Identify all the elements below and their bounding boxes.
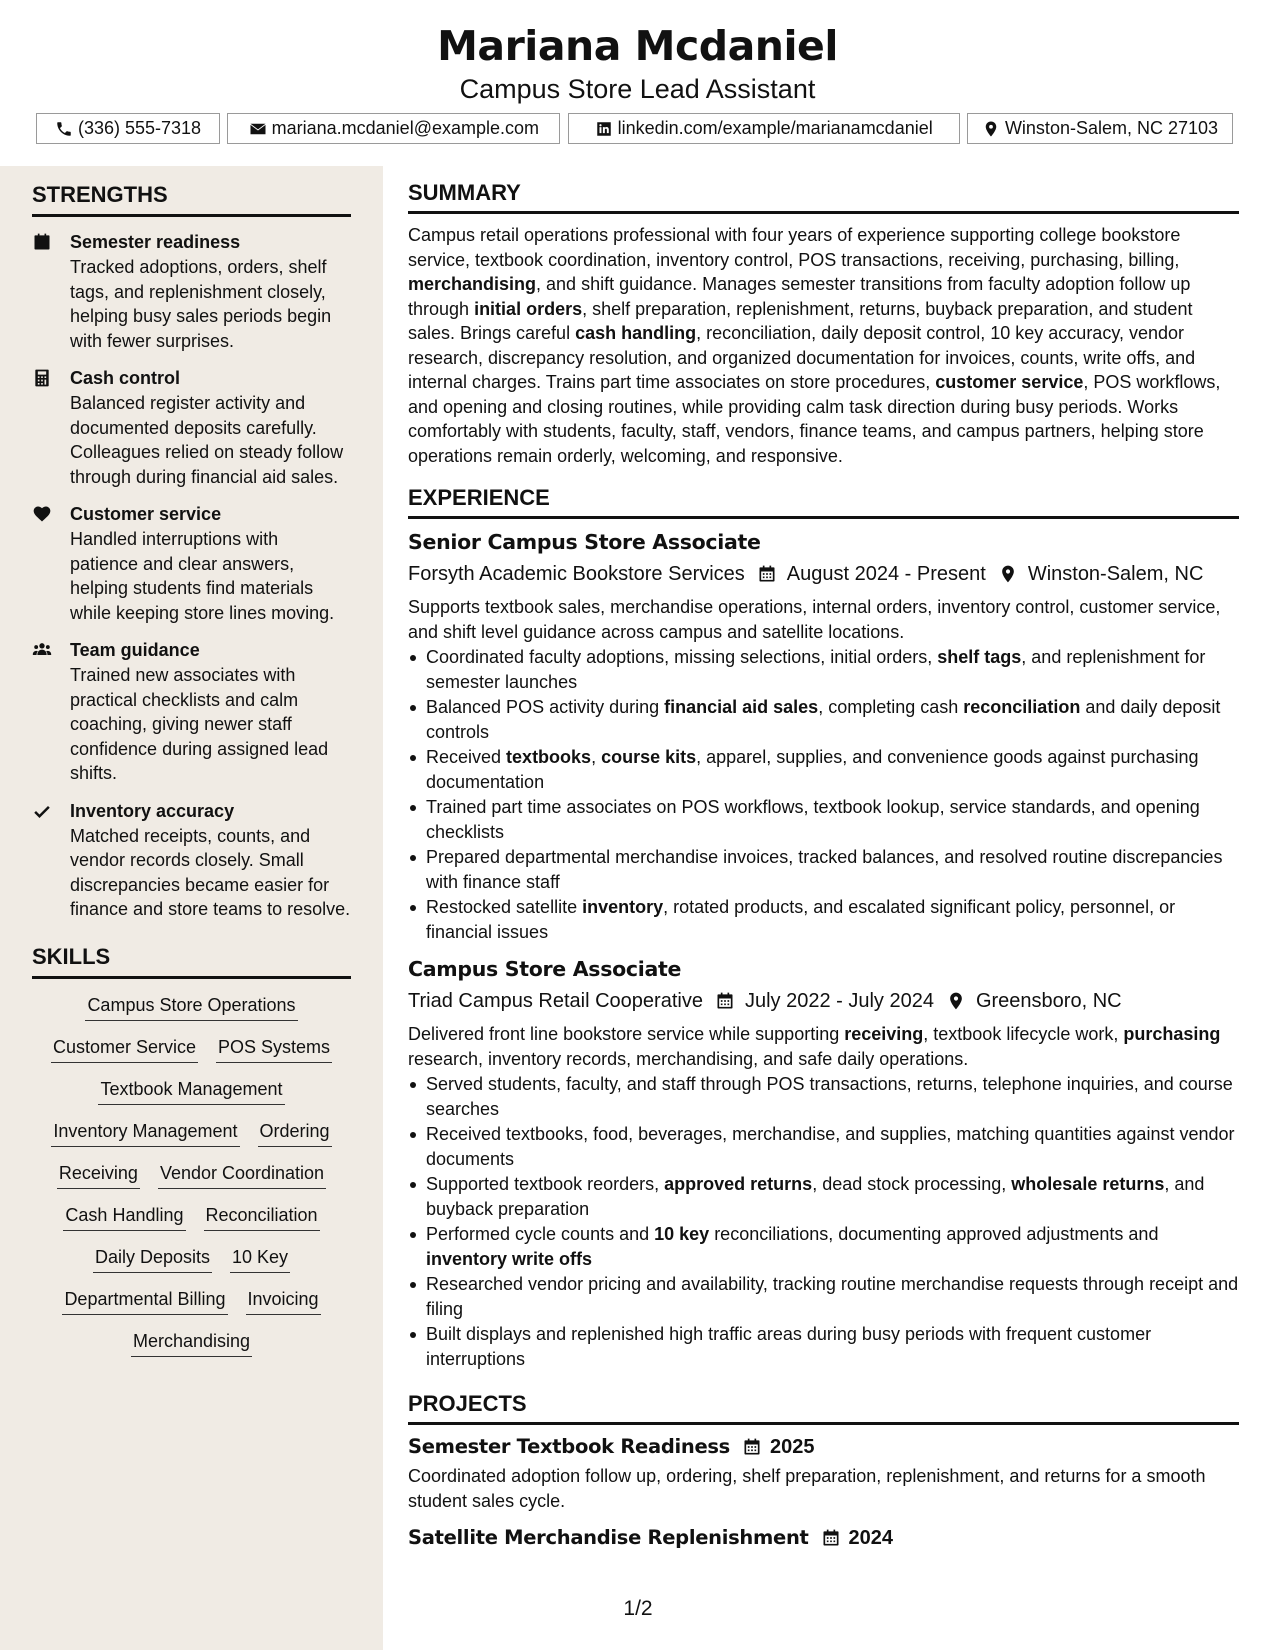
summary-text: Campus retail operations professional with four years of experience supporting college bookstore service, textbook coordination, inventory control, POS transactions, receiving, purchasing, billing, merchandising, and shift guidance. Manages semester transitions from faculty adoption follow up through initial orders, shelf preparation, replenishment, returns, buyback preparation, and student sales. Brings careful cash handling, reconciliation, daily deposit control, 10 key accuracy, vendor research, discrepancy resolution, and organized documentation for invoices, counts, write offs, and internal charges. Trains part time associates on store procedures, customer service, POS workflows, and opening and closing routines, while providing calm task direction during busy periods. Works comfortably with students, faculty, staff, vendors, finance teams, and campus partners, helping store operations remain orderly, welcoming, and responsive. bbox=[408, 225, 1221, 466]
main-content bbox=[408, 180, 1239, 1553]
project-entry bbox=[408, 1523, 1239, 1553]
job-bullet: Built displays and replenished high traffic areas during busy periods with frequent customer interruptions bbox=[408, 1322, 1239, 1371]
strength-desc: Trained new associates with practical checklists and calm coaching, giving newer staff confidence during assigned lead shifts. bbox=[70, 665, 329, 783]
contact-location bbox=[967, 113, 1233, 144]
candidate-name: Mariana Mcdaniel bbox=[437, 22, 838, 70]
job-location: Winston-Salem, NC bbox=[1027, 563, 1204, 585]
skill-tag: 10 Key bbox=[230, 1245, 290, 1273]
job-title: Senior Campus Store Associate bbox=[408, 530, 761, 554]
skill-tag: Daily Deposits bbox=[93, 1245, 212, 1273]
job-bullet: Performed cycle counts and 10 key reconciliations, documenting approved adjustments and inventory write offs bbox=[408, 1222, 1239, 1271]
job-bullet: Balanced POS activity during financial aid sales, completing cash reconciliation and daily deposit controls bbox=[408, 695, 1239, 744]
contact-linkedin[interactable] bbox=[568, 113, 960, 144]
skill-tag: Customer Service bbox=[51, 1035, 198, 1063]
strengths-heading: STRENGTHS bbox=[32, 182, 351, 217]
linkedin-text: linkedin.com/example/marianamcdaniel bbox=[617, 118, 933, 138]
map-pin-icon bbox=[998, 564, 1018, 584]
contact-email[interactable] bbox=[227, 113, 560, 144]
strength-item bbox=[32, 366, 351, 489]
job-dates: August 2024 - Present bbox=[786, 563, 986, 585]
calendar-icon bbox=[32, 232, 52, 252]
strength-desc: Tracked adoptions, orders, shelf tags, and replenishment closely, helping busy sales periods begin with fewer surprises. bbox=[70, 257, 332, 351]
strength-desc: Matched receipts, counts, and vendor records closely. Small discrepancies became easier for finance and store teams to resolve. bbox=[70, 825, 351, 919]
skill-tag: Receiving bbox=[57, 1161, 140, 1189]
heart-icon bbox=[32, 504, 52, 524]
calendar-icon bbox=[715, 991, 735, 1011]
resume-header bbox=[0, 0, 1275, 166]
calendar-icon bbox=[757, 564, 777, 584]
job-bullets bbox=[408, 645, 1239, 944]
check-icon bbox=[32, 801, 52, 821]
phone-text: (336) 555-7318 bbox=[77, 118, 202, 138]
strength-title: Cash control bbox=[70, 368, 181, 388]
job-bullet: Prepared departmental merchandise invoices, tracked balances, and resolved routine discrepancies with finance staff bbox=[408, 845, 1239, 894]
strength-item bbox=[32, 638, 351, 786]
skills-heading: SKILLS bbox=[32, 944, 351, 979]
contact-bar bbox=[36, 113, 1233, 144]
skill-tag: Reconciliation bbox=[204, 1203, 320, 1231]
job-entry bbox=[408, 954, 1239, 1371]
skill-tag: Inventory Management bbox=[51, 1119, 239, 1147]
job-dates: July 2022 - July 2024 bbox=[744, 990, 934, 1012]
job-title: Campus Store Associate bbox=[408, 957, 682, 981]
linkedin-icon bbox=[595, 120, 613, 138]
contact-phone[interactable] bbox=[36, 113, 220, 144]
users-icon bbox=[32, 640, 52, 660]
calendar-icon bbox=[821, 1528, 841, 1548]
job-description: Supports textbook sales, merchandise operations, internal orders, inventory control, customer service, and shift level guidance across campus and satellite locations. bbox=[408, 597, 1221, 642]
job-bullet: Served students, faculty, and staff through POS transactions, returns, telephone inquiries, and course searches bbox=[408, 1072, 1239, 1121]
job-bullet: Supported textbook reorders, approved returns, dead stock processing, wholesale returns, and buyback preparation bbox=[408, 1172, 1239, 1221]
project-description: Coordinated adoption follow up, ordering, shelf preparation, replenishment, and returns for a smooth student sales cycle. bbox=[408, 1466, 1206, 1511]
strength-title: Semester readiness bbox=[70, 232, 241, 252]
location-text: Winston-Salem, NC 27103 bbox=[1004, 118, 1219, 138]
sidebar bbox=[0, 166, 383, 1650]
strength-item bbox=[32, 799, 351, 922]
job-bullet: Coordinated faculty adoptions, missing selections, initial orders, shelf tags, and replenishment for semester launches bbox=[408, 645, 1239, 694]
projects-heading: PROJECTS bbox=[408, 1391, 1239, 1425]
strength-desc: Handled interruptions with patience and clear answers, helping students find materials while keeping store lines moving. bbox=[70, 529, 335, 623]
calculator-icon bbox=[32, 368, 52, 388]
strength-desc: Balanced register activity and documented deposits carefully. Colleagues relied on steady follow through during financial aid sales. bbox=[70, 393, 344, 487]
job-entry bbox=[408, 527, 1239, 944]
job-bullet: Received textbooks, food, beverages, merchandise, and supplies, matching quantities against vendor documents bbox=[408, 1122, 1239, 1171]
job-meta bbox=[408, 986, 1239, 1016]
summary-heading: SUMMARY bbox=[408, 180, 1239, 214]
job-location: Greensboro, NC bbox=[975, 990, 1122, 1012]
job-bullet: Researched vendor pricing and availability, tracking routine merchandise requests through receipt and filing bbox=[408, 1272, 1239, 1321]
job-meta bbox=[408, 559, 1239, 589]
strength-title: Team guidance bbox=[70, 640, 200, 660]
page-number: 1/2 bbox=[623, 1597, 653, 1620]
skill-tag: POS Systems bbox=[216, 1035, 332, 1063]
job-bullet: Restocked satellite inventory, rotated products, and escalated significant policy, personnel, or financial issues bbox=[408, 895, 1239, 944]
project-year: 2025 bbox=[769, 1435, 815, 1458]
strength-item bbox=[32, 502, 351, 625]
skill-tag: Vendor Coordination bbox=[158, 1161, 326, 1189]
skill-tag: Departmental Billing bbox=[62, 1287, 227, 1315]
skills-list bbox=[32, 993, 351, 1357]
skill-tag: Campus Store Operations bbox=[85, 993, 297, 1021]
job-bullet: Received textbooks, course kits, apparel, supplies, and convenience goods against purchasing documentation bbox=[408, 745, 1239, 794]
calendar-icon bbox=[742, 1437, 762, 1457]
job-description: Delivered front line bookstore service while supporting receiving, textbook lifecycle work, purchasing research, inventory records, merchandising, and safe daily operations. bbox=[408, 1024, 1221, 1069]
project-name: Satellite Merchandise Replenishment bbox=[408, 1526, 809, 1549]
job-company: Forsyth Academic Bookstore Services bbox=[408, 563, 745, 585]
envelope-icon bbox=[249, 120, 267, 138]
project-entry bbox=[408, 1432, 1239, 1462]
experience-heading: EXPERIENCE bbox=[408, 485, 1239, 519]
skill-tag: Merchandising bbox=[131, 1329, 252, 1357]
strength-title: Inventory accuracy bbox=[70, 800, 235, 821]
email-text: mariana.mcdaniel@example.com bbox=[271, 118, 540, 138]
skill-tag: Cash Handling bbox=[63, 1203, 185, 1231]
candidate-title: Campus Store Lead Assistant bbox=[459, 74, 816, 104]
job-bullet: Trained part time associates on POS workflows, textbook lookup, service standards, and opening checklists bbox=[408, 795, 1239, 844]
project-name: Semester Textbook Readiness bbox=[408, 1435, 730, 1458]
job-bullets bbox=[408, 1072, 1239, 1371]
strength-title: Customer service bbox=[70, 504, 222, 524]
job-company: Triad Campus Retail Cooperative bbox=[408, 990, 703, 1012]
phone-icon bbox=[55, 120, 73, 138]
skill-tag: Invoicing bbox=[246, 1287, 321, 1315]
project-year: 2024 bbox=[848, 1526, 894, 1549]
strength-item bbox=[32, 230, 351, 353]
skill-tag: Ordering bbox=[258, 1119, 332, 1147]
map-pin-icon bbox=[982, 120, 1000, 138]
skill-tag: Textbook Management bbox=[98, 1077, 284, 1105]
map-pin-icon bbox=[946, 991, 966, 1011]
